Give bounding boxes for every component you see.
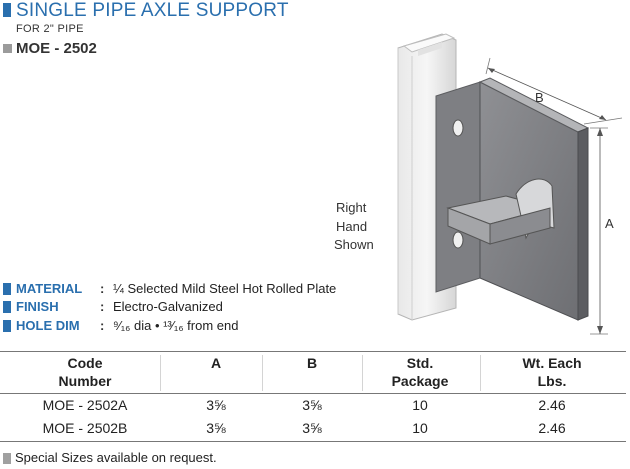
model-number: MOE - 2502 bbox=[16, 40, 97, 57]
model-marker bbox=[3, 44, 12, 53]
column-separator bbox=[262, 355, 263, 391]
mounting-hole bbox=[453, 232, 463, 248]
spec-colon: : bbox=[100, 299, 105, 314]
row-1-code: MOE - 2502A bbox=[42, 397, 128, 413]
mounting-plate bbox=[436, 82, 480, 292]
spec-colon: : bbox=[100, 318, 105, 333]
title-accent-bar bbox=[3, 3, 11, 17]
product-subtitle: FOR 2" PIPE bbox=[16, 23, 84, 35]
spec-value: Electro-Galvanized bbox=[113, 299, 223, 314]
product-title: SINGLE PIPE AXLE SUPPORT bbox=[16, 0, 289, 21]
row-1-a: 3⅝ bbox=[206, 397, 226, 413]
spec-accent-bar bbox=[3, 301, 11, 313]
callout-line-1: Right bbox=[336, 200, 367, 215]
column-separator bbox=[480, 355, 481, 391]
callout-line-3: Shown bbox=[334, 237, 374, 252]
header-a: A bbox=[210, 355, 222, 371]
spec-label: FINISH bbox=[16, 299, 59, 314]
header-weight-line-2: Lbs. bbox=[537, 373, 567, 389]
spec-label: MATERIAL bbox=[16, 281, 83, 296]
header-b: B bbox=[306, 355, 318, 371]
table-top-rule bbox=[0, 351, 626, 352]
spec-accent-bar bbox=[3, 320, 11, 332]
header-weight bbox=[497, 354, 607, 390]
row-2-code: MOE - 2502B bbox=[42, 420, 128, 436]
row-2-package: 10 bbox=[412, 420, 428, 436]
callout-line-2: Hand bbox=[336, 219, 368, 234]
table-bottom-rule bbox=[0, 441, 626, 442]
footer-marker bbox=[3, 453, 11, 464]
header-package bbox=[375, 354, 465, 390]
header-package-line-2: Package bbox=[391, 373, 449, 389]
header-code-line-2: Number bbox=[58, 373, 112, 389]
row-2-a: 3⅝ bbox=[206, 420, 226, 436]
header-weight-line-1: Wt. Each bbox=[522, 355, 582, 371]
table-header-rule bbox=[0, 393, 626, 394]
spec-value: ¼ Selected Mild Steel Hot Rolled Plate bbox=[113, 281, 337, 296]
row-1-b: 3⅝ bbox=[302, 397, 322, 413]
row-2-weight: 2.46 bbox=[538, 420, 566, 436]
column-separator bbox=[362, 355, 363, 391]
spec-colon: : bbox=[100, 281, 105, 296]
dimension-a bbox=[590, 128, 614, 334]
dimension-b-label: B bbox=[535, 90, 544, 105]
row-2-b: 3⅝ bbox=[302, 420, 322, 436]
spec-value: ⁹⁄₁₆ dia • ¹³⁄₁₆ from end bbox=[113, 318, 239, 333]
spec-label: HOLE DIM bbox=[16, 318, 80, 333]
mounting-hole bbox=[453, 120, 463, 136]
footer-note: Special Sizes available on request. bbox=[15, 450, 217, 465]
spec-accent-bar bbox=[3, 283, 11, 295]
product-diagram bbox=[330, 28, 630, 348]
row-1-package: 10 bbox=[412, 397, 428, 413]
dimension-a-label: A bbox=[605, 216, 614, 231]
header-package-line-1: Std. bbox=[406, 355, 434, 371]
column-separator bbox=[160, 355, 161, 391]
header-code-line-1: Code bbox=[67, 355, 103, 371]
header-code bbox=[40, 354, 130, 390]
row-1-weight: 2.46 bbox=[538, 397, 566, 413]
